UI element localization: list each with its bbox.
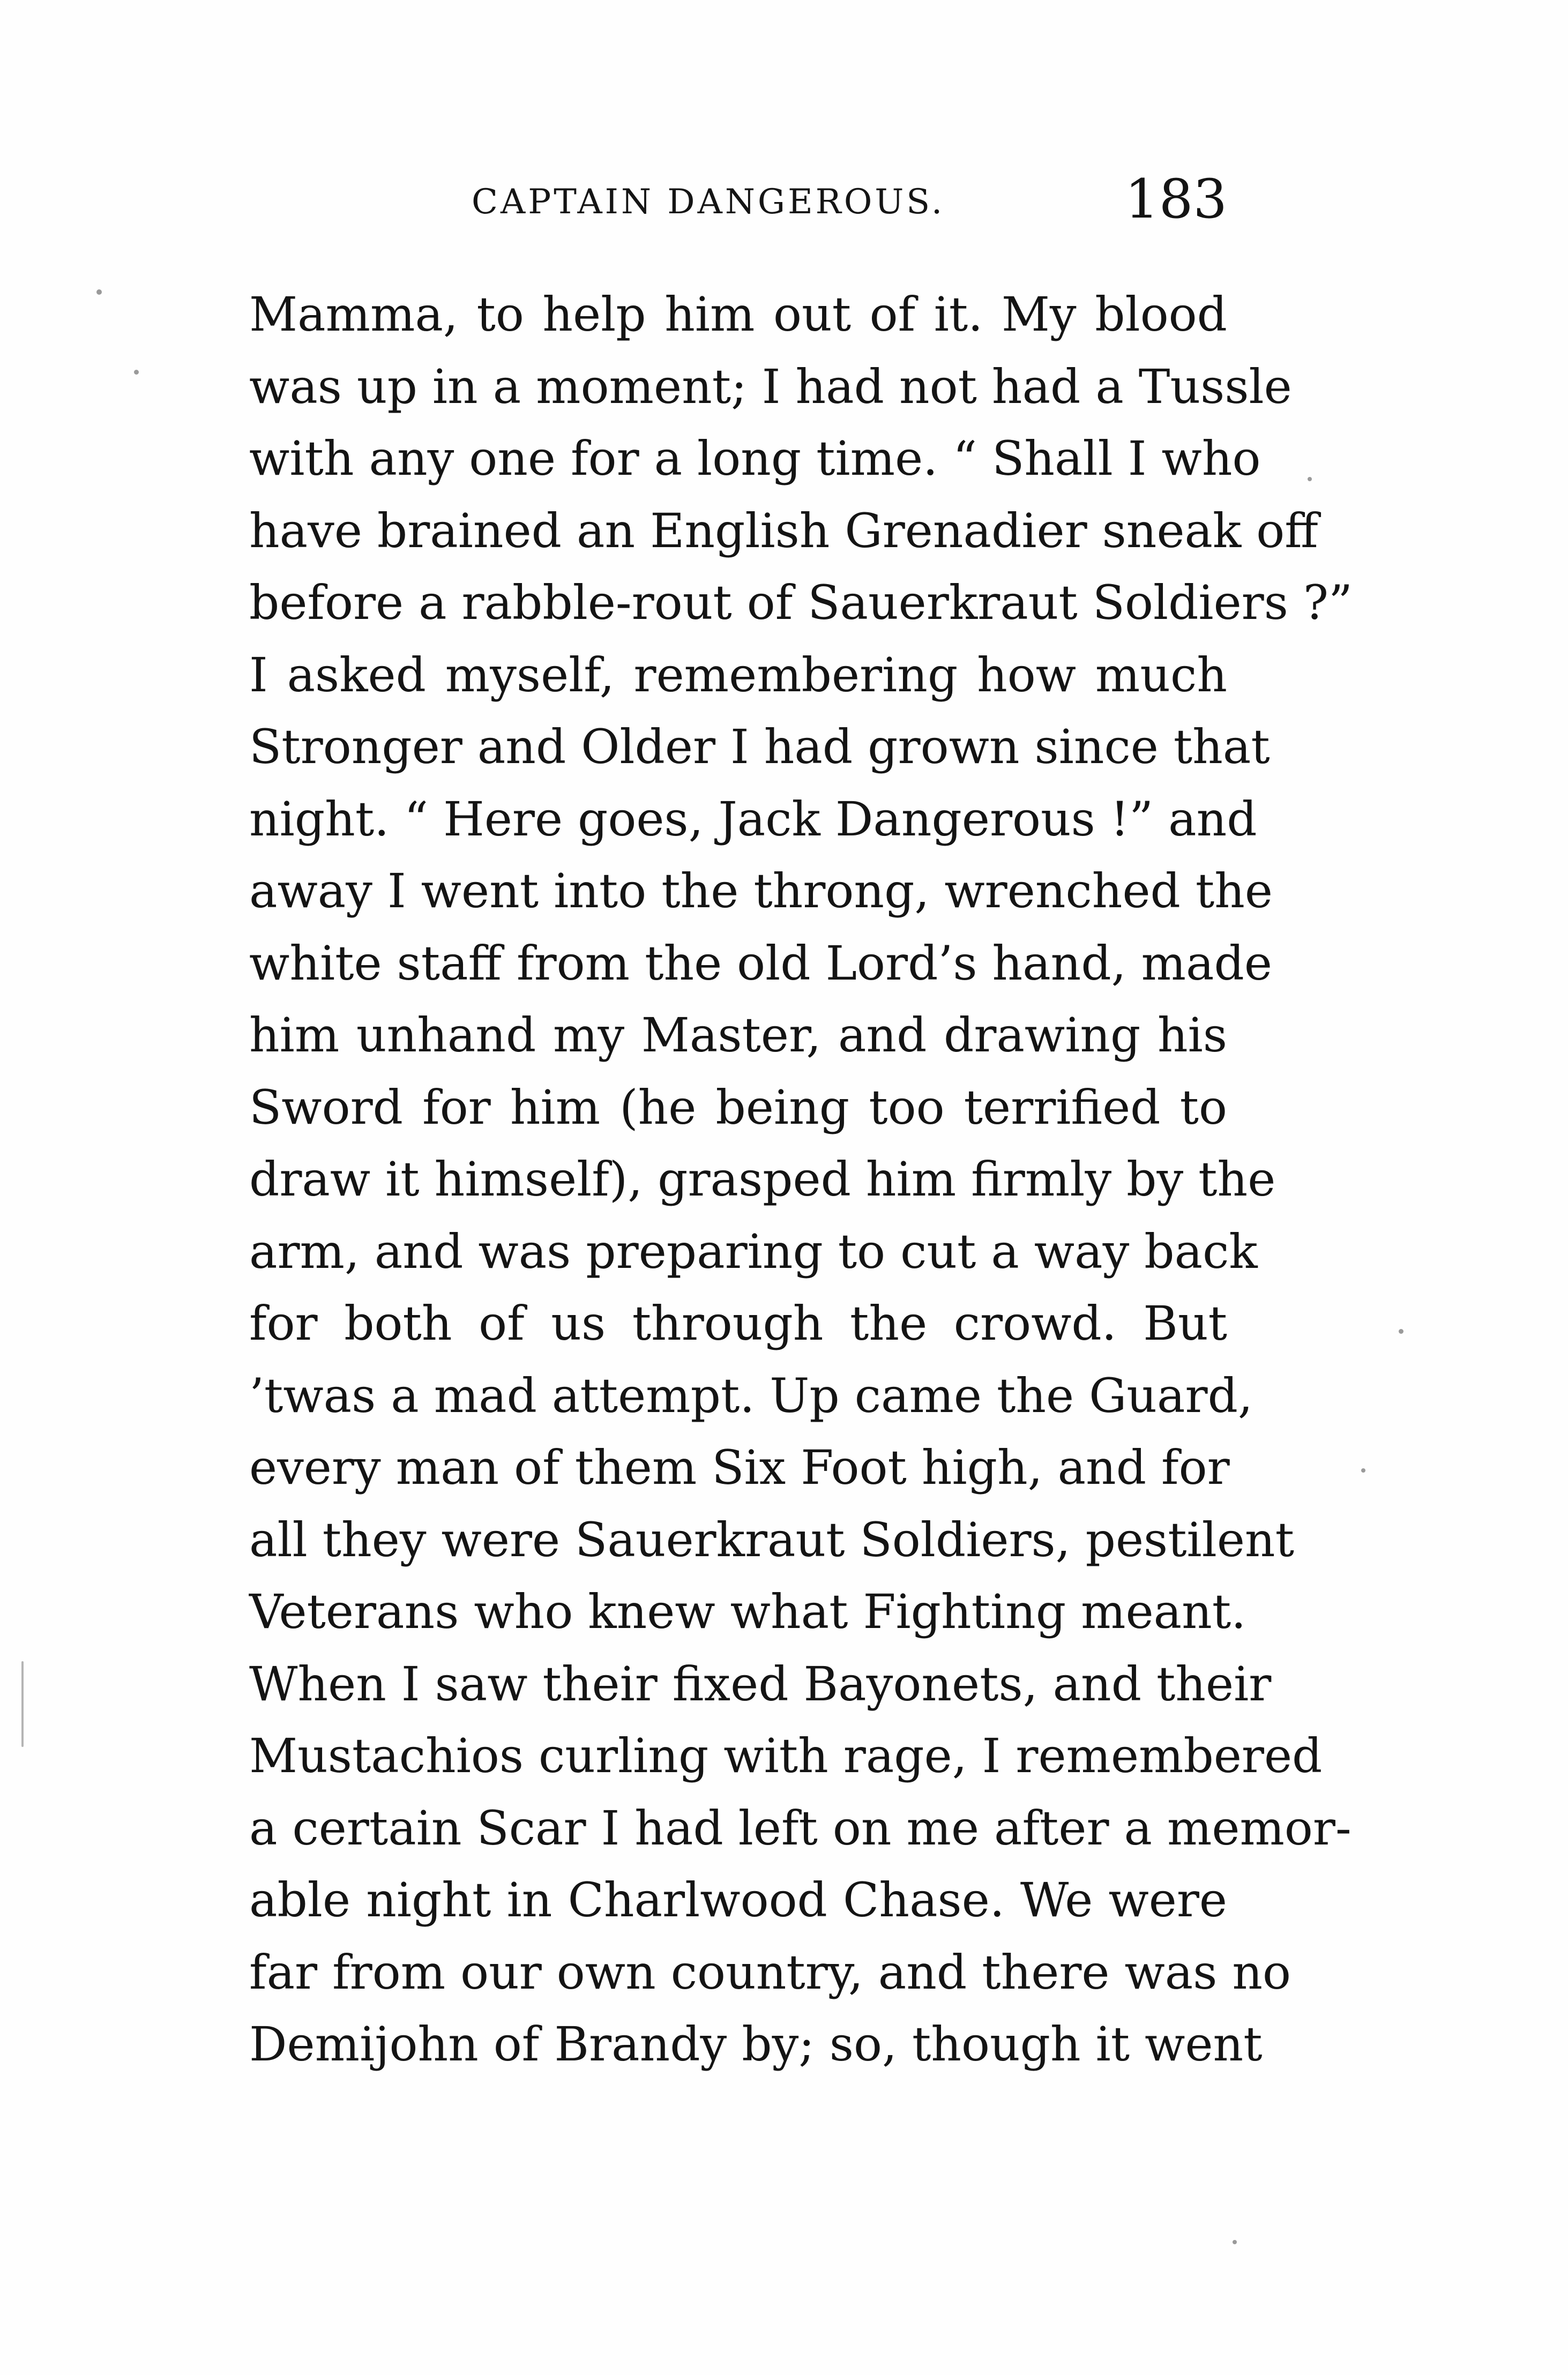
text-line: away I went into the throng, wrenched the [249, 863, 1273, 918]
running-header [249, 167, 1227, 237]
text-line: Stronger and Older I had grown since that [249, 719, 1270, 774]
text-line: a certain Scar I had left on me after a memor- [249, 1800, 1352, 1856]
text-line: I asked myself, remembering how much [249, 647, 1227, 703]
text-line: was up in a moment; I had not had a Tussle [249, 359, 1292, 414]
scan-speck [1361, 1468, 1365, 1473]
text-line: Sword for him (he being too terrified to [249, 1079, 1227, 1135]
text-line: arm, and was preparing to cut a way back [249, 1223, 1258, 1279]
text-line: Veterans who knew what Fighting meant. [249, 1584, 1246, 1639]
text-line: all they were Sauerkraut Soldiers, pestilent [249, 1512, 1294, 1567]
scan-speck [21, 1661, 24, 1747]
text-line: him unhand my Master, and drawing his [249, 1007, 1227, 1063]
scan-speck [1308, 477, 1312, 481]
scan-speck [134, 370, 139, 375]
text-line: every man of them Six Foot high, and for [249, 1440, 1230, 1495]
text-line: Mustachios curling with rage, I remembered [249, 1728, 1323, 1783]
text-line: before a rabble-rout of Sauerkraut Soldiers ?” [249, 575, 1353, 630]
page-number: 183 [1125, 168, 1227, 230]
text-line: far from our own country, and there was no [249, 1944, 1291, 2000]
running-title: CAPTAIN DANGEROUS. [472, 182, 945, 222]
scan-speck [96, 289, 102, 295]
text-line: able night in Charlwood Chase. We were [249, 1872, 1227, 1928]
text-line: have brained an English Grenadier sneak off [249, 503, 1318, 558]
scan-speck [1233, 2240, 1237, 2244]
body-text [249, 279, 1353, 2081]
scan-speck [1399, 1329, 1403, 1334]
text-line: white staff from the old Lord’s hand, made [249, 935, 1272, 991]
text-line: draw it himself), grasped him firmly by the [249, 1152, 1276, 1207]
text-line: ’twas a mad attempt. Up came the Guard, [249, 1368, 1253, 1423]
text-line: When I saw their fixed Bayonets, and their [249, 1656, 1272, 1712]
text-line: with any one for a long time. “ Shall I who [249, 431, 1261, 486]
text-line: Demijohn of Brandy by; so, though it went [249, 2016, 1263, 2072]
text-line: night. “ Here goes, Jack Dangerous !” and [249, 791, 1257, 847]
text-line: for both of us through the crowd. But [249, 1296, 1227, 1351]
text-line: Mamma, to help him out of it. My blood [249, 287, 1227, 342]
